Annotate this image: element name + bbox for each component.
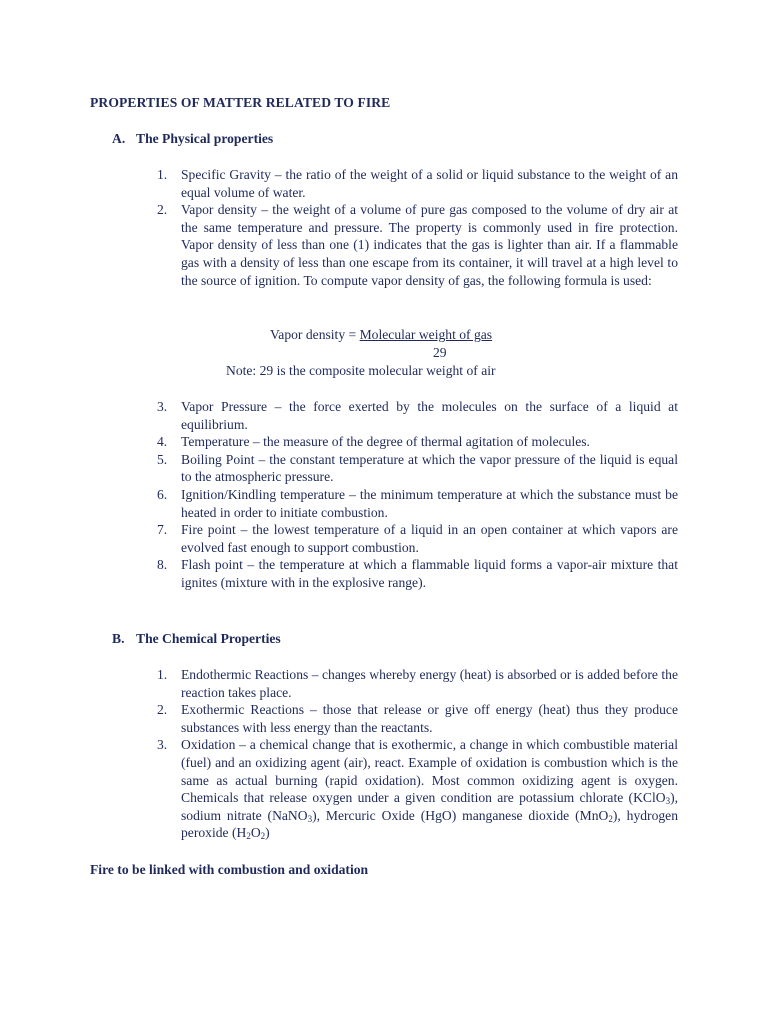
list-item-text: Exothermic Reactions – those that release or give off energy (heat) thus they produce substances with less energy than the reactants. [181,702,678,735]
footer-note: Fire to be linked with combustion and oxidation [90,862,369,877]
list-item-number: 1. [157,667,168,682]
formula-note: Note: 29 is the composite molecular weight of air [226,363,496,378]
list-item-text: Specific Gravity – the ratio of the weight of a solid or liquid substance to the weight of an equal volume of water. [181,167,678,200]
oxidation-text-d: ), hydrogen peroxide (H [181,807,678,841]
subscript: 2 [260,831,266,842]
list-item [150,398,678,433]
formula-label: Vapor density = [270,327,360,342]
formula-denominator: 29 [433,345,447,360]
oxidation-text-b: ), sodium nitrate (NaNO [181,790,678,823]
list-item-text [181,737,678,840]
oxidation-text-c: ), Mercuric Oxide (HgO) manganese dioxide (MnO [312,807,609,823]
list-item-text: Vapor density – the weight of a volume of pure gas composed to the volume of dry air at the same temperature and pressure. The property is commonly used in fire protection. Vapor density of less than one (1) indicates that the gas is lighter than air. If a flammable gas with a density of less than one escape from its container, it will travel at a high level to the source of ignition. To compute vapor density of gas, the following formula is used: [181,202,678,288]
formula-equation [270,326,492,344]
list-item-number: 3. [157,399,168,414]
list-item-number: 2. [157,202,168,218]
section-b-heading [112,630,281,648]
list-item-number: 6. [157,486,168,502]
list-item-number: 8. [157,557,168,573]
list-item [150,201,678,289]
section-a-title: The Physical properties [136,131,274,146]
list-item [150,521,678,556]
oxidation-text-a: Oxidation – a chemical change that is exothermic, a change in which combustible material (fuel) and an oxidizing agent (air), react. Example of oxidation is combustion which is the same as actual burning (rapid oxidation). Most common oxidizing agent is oxygen. Chemicals that release oxygen under a given condition are potassium chlorate (KClO [181,737,678,806]
list-item-text: Flash point – the temperature at which a flammable liquid forms a vapor-air mixture that ignites (mixture with in the explosive range). [181,557,678,590]
physical-properties-list-2 [150,398,678,592]
list-item-text: Fire point – the lowest temperature of a liquid in an open container at which vapors are evolved fast enough to support combustion. [181,522,678,555]
list-item-number: 7. [157,522,168,538]
list-item-number: 5. [157,451,168,467]
physical-properties-list-1 [150,166,678,289]
list-item [150,701,678,736]
section-b-letter: B. [112,631,125,646]
section-b-title: The Chemical Properties [136,631,281,646]
list-item-text: Boiling Point – the constant temperature at which the vapor pressure of the liquid is equal to the atmospheric pressure. [181,451,678,485]
list-item [150,166,678,201]
list-item-number: 4. [157,434,168,450]
list-item-text: Ignition/Kindling temperature – the minimum temperature at which the substance must be heated in order to initiate combustion. [181,486,678,520]
list-item [150,433,678,451]
list-item [150,556,678,591]
subscript: 3 [665,796,671,807]
oxidation-text-e: O [250,825,261,841]
list-item-number: 3. [157,737,168,753]
list-item-text: Vapor Pressure – the force exerted by the molecules on the surface of a liquid at equilibrium. [181,399,678,432]
subscript: 3 [307,813,313,824]
list-item-number: 2. [157,702,168,718]
formula-numerator: Molecular weight of gas [359,327,493,342]
list-item-number: 1. [157,167,168,182]
list-item [150,451,678,486]
list-item [150,486,678,521]
chemical-properties-list [150,666,678,842]
list-item-text: Endothermic Reactions – changes whereby energy (heat) is absorbed or is added before the reaction takes place. [181,667,678,700]
subscript: 2 [246,831,251,842]
oxidation-text-f: ) [265,825,270,841]
section-a-heading [112,130,273,148]
list-item [150,736,678,842]
section-a-letter: A. [112,131,126,146]
list-item [150,666,678,701]
subscript: 2 [608,813,613,824]
page-title: PROPERTIES OF MATTER RELATED TO FIRE [90,95,391,110]
list-item-text: Temperature – the measure of the degree of thermal agitation of molecules. [181,434,590,450]
